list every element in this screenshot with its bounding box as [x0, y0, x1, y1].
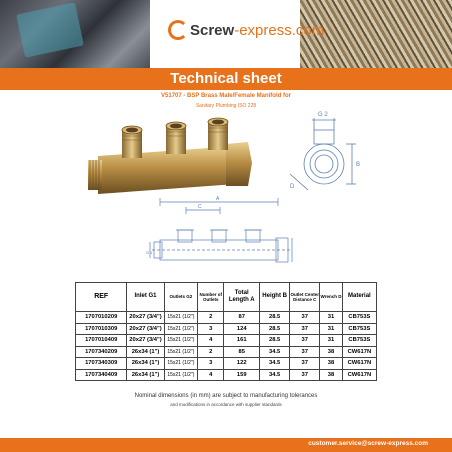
label-g1: G 1 — [146, 250, 153, 255]
label-g2: G 2 — [318, 112, 328, 118]
cell-ref: 1707010209 — [76, 312, 127, 324]
cell-inlet: 20x27 (3/4") — [127, 335, 164, 347]
cell-wrench: 38 — [320, 369, 343, 381]
cell-ref: 1707340309 — [76, 358, 127, 370]
label-a: A — [216, 196, 220, 202]
cell-ref: 1707340209 — [76, 346, 127, 358]
col-outlet-count: Number of Outlets — [198, 283, 224, 312]
tolerance-note: Nominal dimensions (in mm) are subject to manufacturing tolerances — [134, 393, 318, 399]
table-row — [76, 358, 377, 370]
tools-photo — [0, 0, 150, 68]
cell-inlet: 26x34 (1") — [127, 369, 164, 381]
cell-wrench: 31 — [320, 312, 343, 324]
label-b: B — [356, 162, 361, 168]
cell-length: 161 — [224, 335, 260, 347]
cell-outlet: 15x21 (1/2") — [164, 335, 198, 347]
table-header-row — [76, 283, 377, 312]
cell-inlet: 20x27 (3/4") — [127, 323, 164, 335]
label-d: D — [290, 184, 295, 190]
cell-material: CW617N — [342, 358, 376, 370]
cell-material: CB753S — [342, 323, 376, 335]
cell-ref: 1707340409 — [76, 369, 127, 381]
table-row — [76, 335, 377, 347]
cell-length: 159 — [224, 369, 260, 381]
cell-material: CB753S — [342, 335, 376, 347]
cell-outlet-count: 3 — [198, 323, 224, 335]
product-subtitle: V51707 - BSP Brass Male/Female Manifold for — [161, 93, 291, 99]
col-outlets: Outlets G2 — [164, 283, 198, 312]
cell-wrench: 38 — [320, 346, 343, 358]
cell-inlet: 26x34 (1") — [127, 346, 164, 358]
cell-center-distance: 37 — [290, 346, 320, 358]
side-view-drawing — [286, 108, 376, 208]
cell-outlet-count: 4 — [198, 369, 224, 381]
cell-outlet-count: 2 — [198, 346, 224, 358]
product-standard: Sanitary Plumbing ISO 228 — [195, 103, 257, 109]
cell-center-distance: 37 — [290, 369, 320, 381]
cell-center-distance: 37 — [290, 323, 320, 335]
cell-material: CB753S — [342, 312, 376, 324]
table-row — [76, 369, 377, 381]
table-row — [76, 312, 377, 324]
cell-ref: 1707010409 — [76, 335, 127, 347]
cell-length: 122 — [224, 358, 260, 370]
table-row — [76, 323, 377, 335]
cell-height: 34.5 — [260, 358, 290, 370]
col-material: Material — [342, 283, 376, 312]
spec-table — [75, 282, 377, 381]
page-title: Technical sheet — [170, 70, 282, 87]
cell-outlet: 15x21 (1/2") — [164, 323, 198, 335]
footer-bar — [0, 438, 452, 452]
modification-note: and modifications in accordance with supplier standards — [170, 402, 282, 407]
cell-outlet: 15x21 (1/2") — [164, 358, 198, 370]
label-c: C — [198, 204, 202, 210]
cell-material: CW617N — [342, 369, 376, 381]
col-height: Height B — [260, 283, 290, 312]
cell-height: 28.5 — [260, 312, 290, 324]
cell-material: CW617N — [342, 346, 376, 358]
cell-wrench: 31 — [320, 335, 343, 347]
cell-inlet: 26x34 (1") — [127, 358, 164, 370]
title-bar — [0, 68, 452, 90]
col-ref: REF — [76, 283, 127, 312]
cell-height: 34.5 — [260, 369, 290, 381]
col-center-distance: Outlet Center Distance C — [290, 283, 320, 312]
cell-center-distance: 37 — [290, 312, 320, 324]
manifold-product-image — [86, 118, 256, 200]
cell-outlet-count: 4 — [198, 335, 224, 347]
cell-outlet: 15x21 (1/2") — [164, 369, 198, 381]
col-wrench: Wrench D — [320, 283, 343, 312]
cell-length: 124 — [224, 323, 260, 335]
cell-outlet-count: 2 — [198, 312, 224, 324]
cell-length: 85 — [224, 346, 260, 358]
cell-outlet: 15x21 (1/2") — [164, 312, 198, 324]
col-total-length: Total Length A — [224, 283, 260, 312]
cell-height: 28.5 — [260, 323, 290, 335]
cell-outlet-count: 3 — [198, 358, 224, 370]
cell-outlet: 15x21 (1/2") — [164, 346, 198, 358]
cell-ref: 1707010309 — [76, 323, 127, 335]
cell-height: 34.5 — [260, 346, 290, 358]
logo-swirl-icon — [168, 20, 188, 40]
table-row — [76, 346, 377, 358]
cell-inlet: 20x27 (3/4") — [127, 312, 164, 324]
header-banner — [0, 0, 452, 68]
contact-email-link[interactable]: customer.service@screw-express.com — [308, 440, 428, 447]
cell-length: 87 — [224, 312, 260, 324]
brand-logo[interactable]: Screw-express.com — [190, 22, 325, 39]
cell-center-distance: 37 — [290, 358, 320, 370]
col-inlet: Inlet G1 — [127, 283, 164, 312]
cell-wrench: 31 — [320, 323, 343, 335]
cell-center-distance: 37 — [290, 335, 320, 347]
cell-wrench: 38 — [320, 358, 343, 370]
front-view-drawing — [146, 196, 300, 274]
cell-height: 28.5 — [260, 335, 290, 347]
